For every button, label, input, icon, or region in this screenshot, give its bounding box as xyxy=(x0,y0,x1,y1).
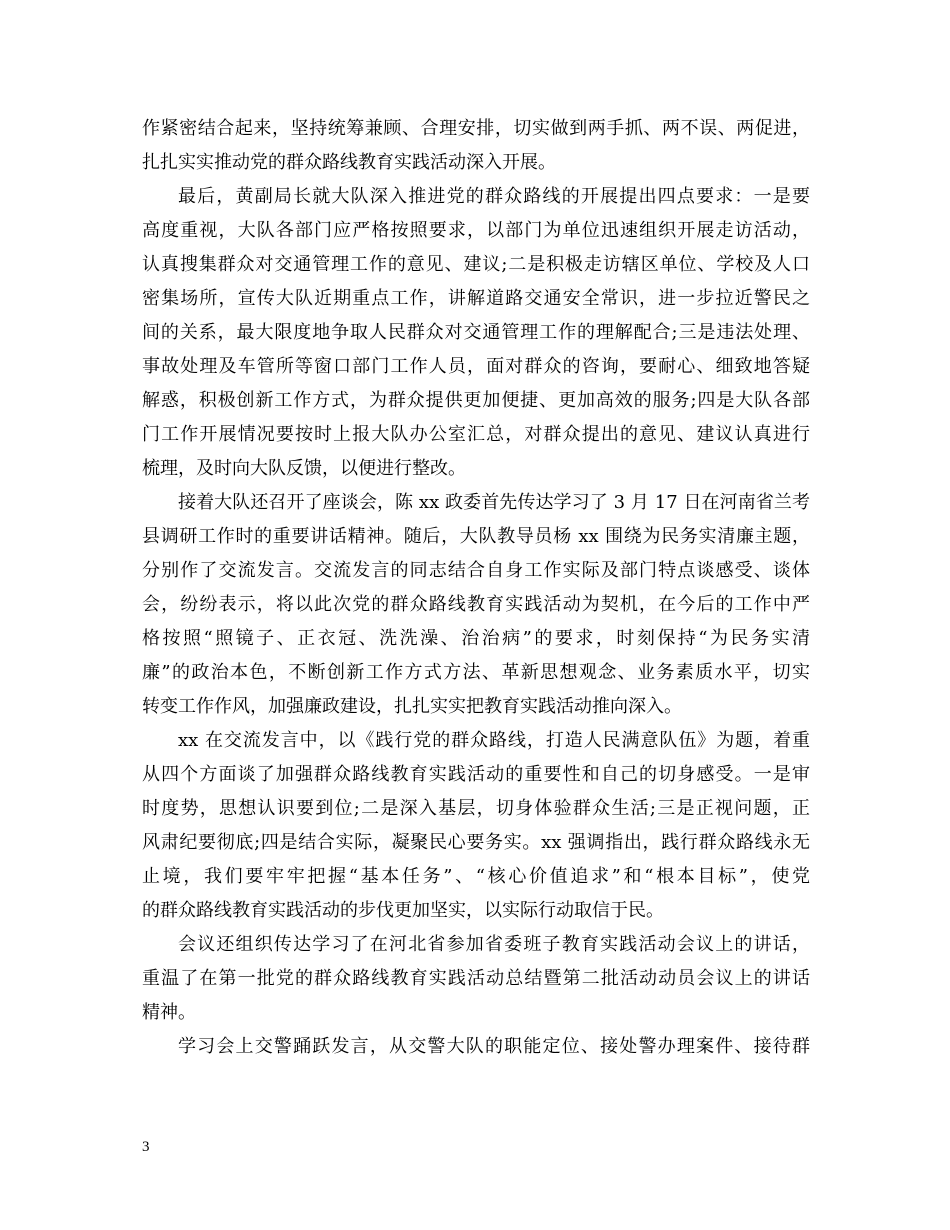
text-line: xx 在交流发言中，以《践行党的群众路线，打造人民满意队伍》为题，着重 xyxy=(178,730,810,751)
text-line: 学习会上交警踊跃发言，从交警大队的职能定位、接处警办理案件、接待群 xyxy=(178,1036,810,1057)
text-line: 的群众路线教育实践活动的步伐更加坚实，以实际行动取信于民。 xyxy=(142,900,664,921)
text-line: 接着大队还召开了座谈会，陈 xx 政委首先传达学习了 3 月 17 日在河南省兰考 xyxy=(178,492,810,513)
page-number: 3 xyxy=(142,1139,150,1155)
text-line: 高度重视，大队各部门应严格按照要求，以部门为单位迅速组织开展走访活动， xyxy=(142,220,810,241)
text-line: 梳理，及时向大队反馈，以便进行整改。 xyxy=(142,458,466,479)
text-line: 止境，我们要牢牢把握“基本任务”、“核心价值追求”和“根本目标”，使党 xyxy=(142,866,810,887)
text-line: 间的关系，最大限度地争取人民群众对交通管理工作的理解配合;三是违法处理、 xyxy=(142,322,810,343)
text-line: 县调研工作时的重要讲话精神。随后，大队教导员杨 xx 围绕为民务实清廉主题， xyxy=(142,526,810,547)
text-line: 事故处理及车管所等窗口部门工作人员，面对群众的咨询，要耐心、细致地答疑 xyxy=(142,356,810,377)
document-body xyxy=(142,112,810,1064)
text-line: 时度势，思想认识要到位;二是深入基层，切身体验群众生活;三是正视问题，正 xyxy=(142,798,810,819)
text-line: 最后，黄副局长就大队深入推进党的群众路线的开展提出四点要求：一是要 xyxy=(178,186,810,207)
text-line: 作紧密结合起来，坚持统筹兼顾、合理安排，切实做到两手抓、两不误、两促进， xyxy=(142,118,810,139)
text-line: 解惑，积极创新工作方式，为群众提供更加便捷、更加高效的服务;四是大队各部 xyxy=(142,390,810,411)
text-line: 转变工作作风，加强廉政建设，扎扎实实把教育实践活动推向深入。 xyxy=(142,696,682,717)
text-line: 分别作了交流发言。交流发言的同志结合自身工作实际及部门特点谈感受、谈体 xyxy=(142,560,810,581)
text-line: 门工作开展情况要按时上报大队办公室汇总，对群众提出的意见、建议认真进行 xyxy=(142,424,810,445)
text-line: 格按照“照镜子、正衣冠、洗洗澡、治治病”的要求，时刻保持“为民务实清 xyxy=(142,628,810,649)
text-line: 重温了在第一批党的群众路线教育实践活动总结暨第二批活动动员会议上的讲话 xyxy=(142,968,810,989)
text-line: 会，纷纷表示，将以此次党的群众路线教育实践活动为契机，在今后的工作中严 xyxy=(142,594,810,615)
text-line: 密集场所，宣传大队近期重点工作，讲解道路交通安全常识，进一步拉近警民之 xyxy=(142,288,810,309)
text-line: 精神。 xyxy=(142,1002,196,1023)
text-line: 会议还组织传达学习了在河北省参加省委班子教育实践活动会议上的讲话， xyxy=(178,934,810,955)
text-line: 扎扎实实推动党的群众路线教育实践活动深入开展。 xyxy=(142,152,556,173)
text-line: 从四个方面谈了加强群众路线教育实践活动的重要性和自己的切身感受。一是审 xyxy=(142,764,810,785)
text-line: 认真搜集群众对交通管理工作的意见、建议;二是积极走访辖区单位、学校及人口 xyxy=(142,254,810,275)
text-line: 廉”的政治本色，不断创新工作方式方法、革新思想观念、业务素质水平，切实 xyxy=(142,662,810,683)
text-line: 风肃纪要彻底;四是结合实际，凝聚民心要务实。xx 强调指出，践行群众路线永无 xyxy=(142,832,810,853)
